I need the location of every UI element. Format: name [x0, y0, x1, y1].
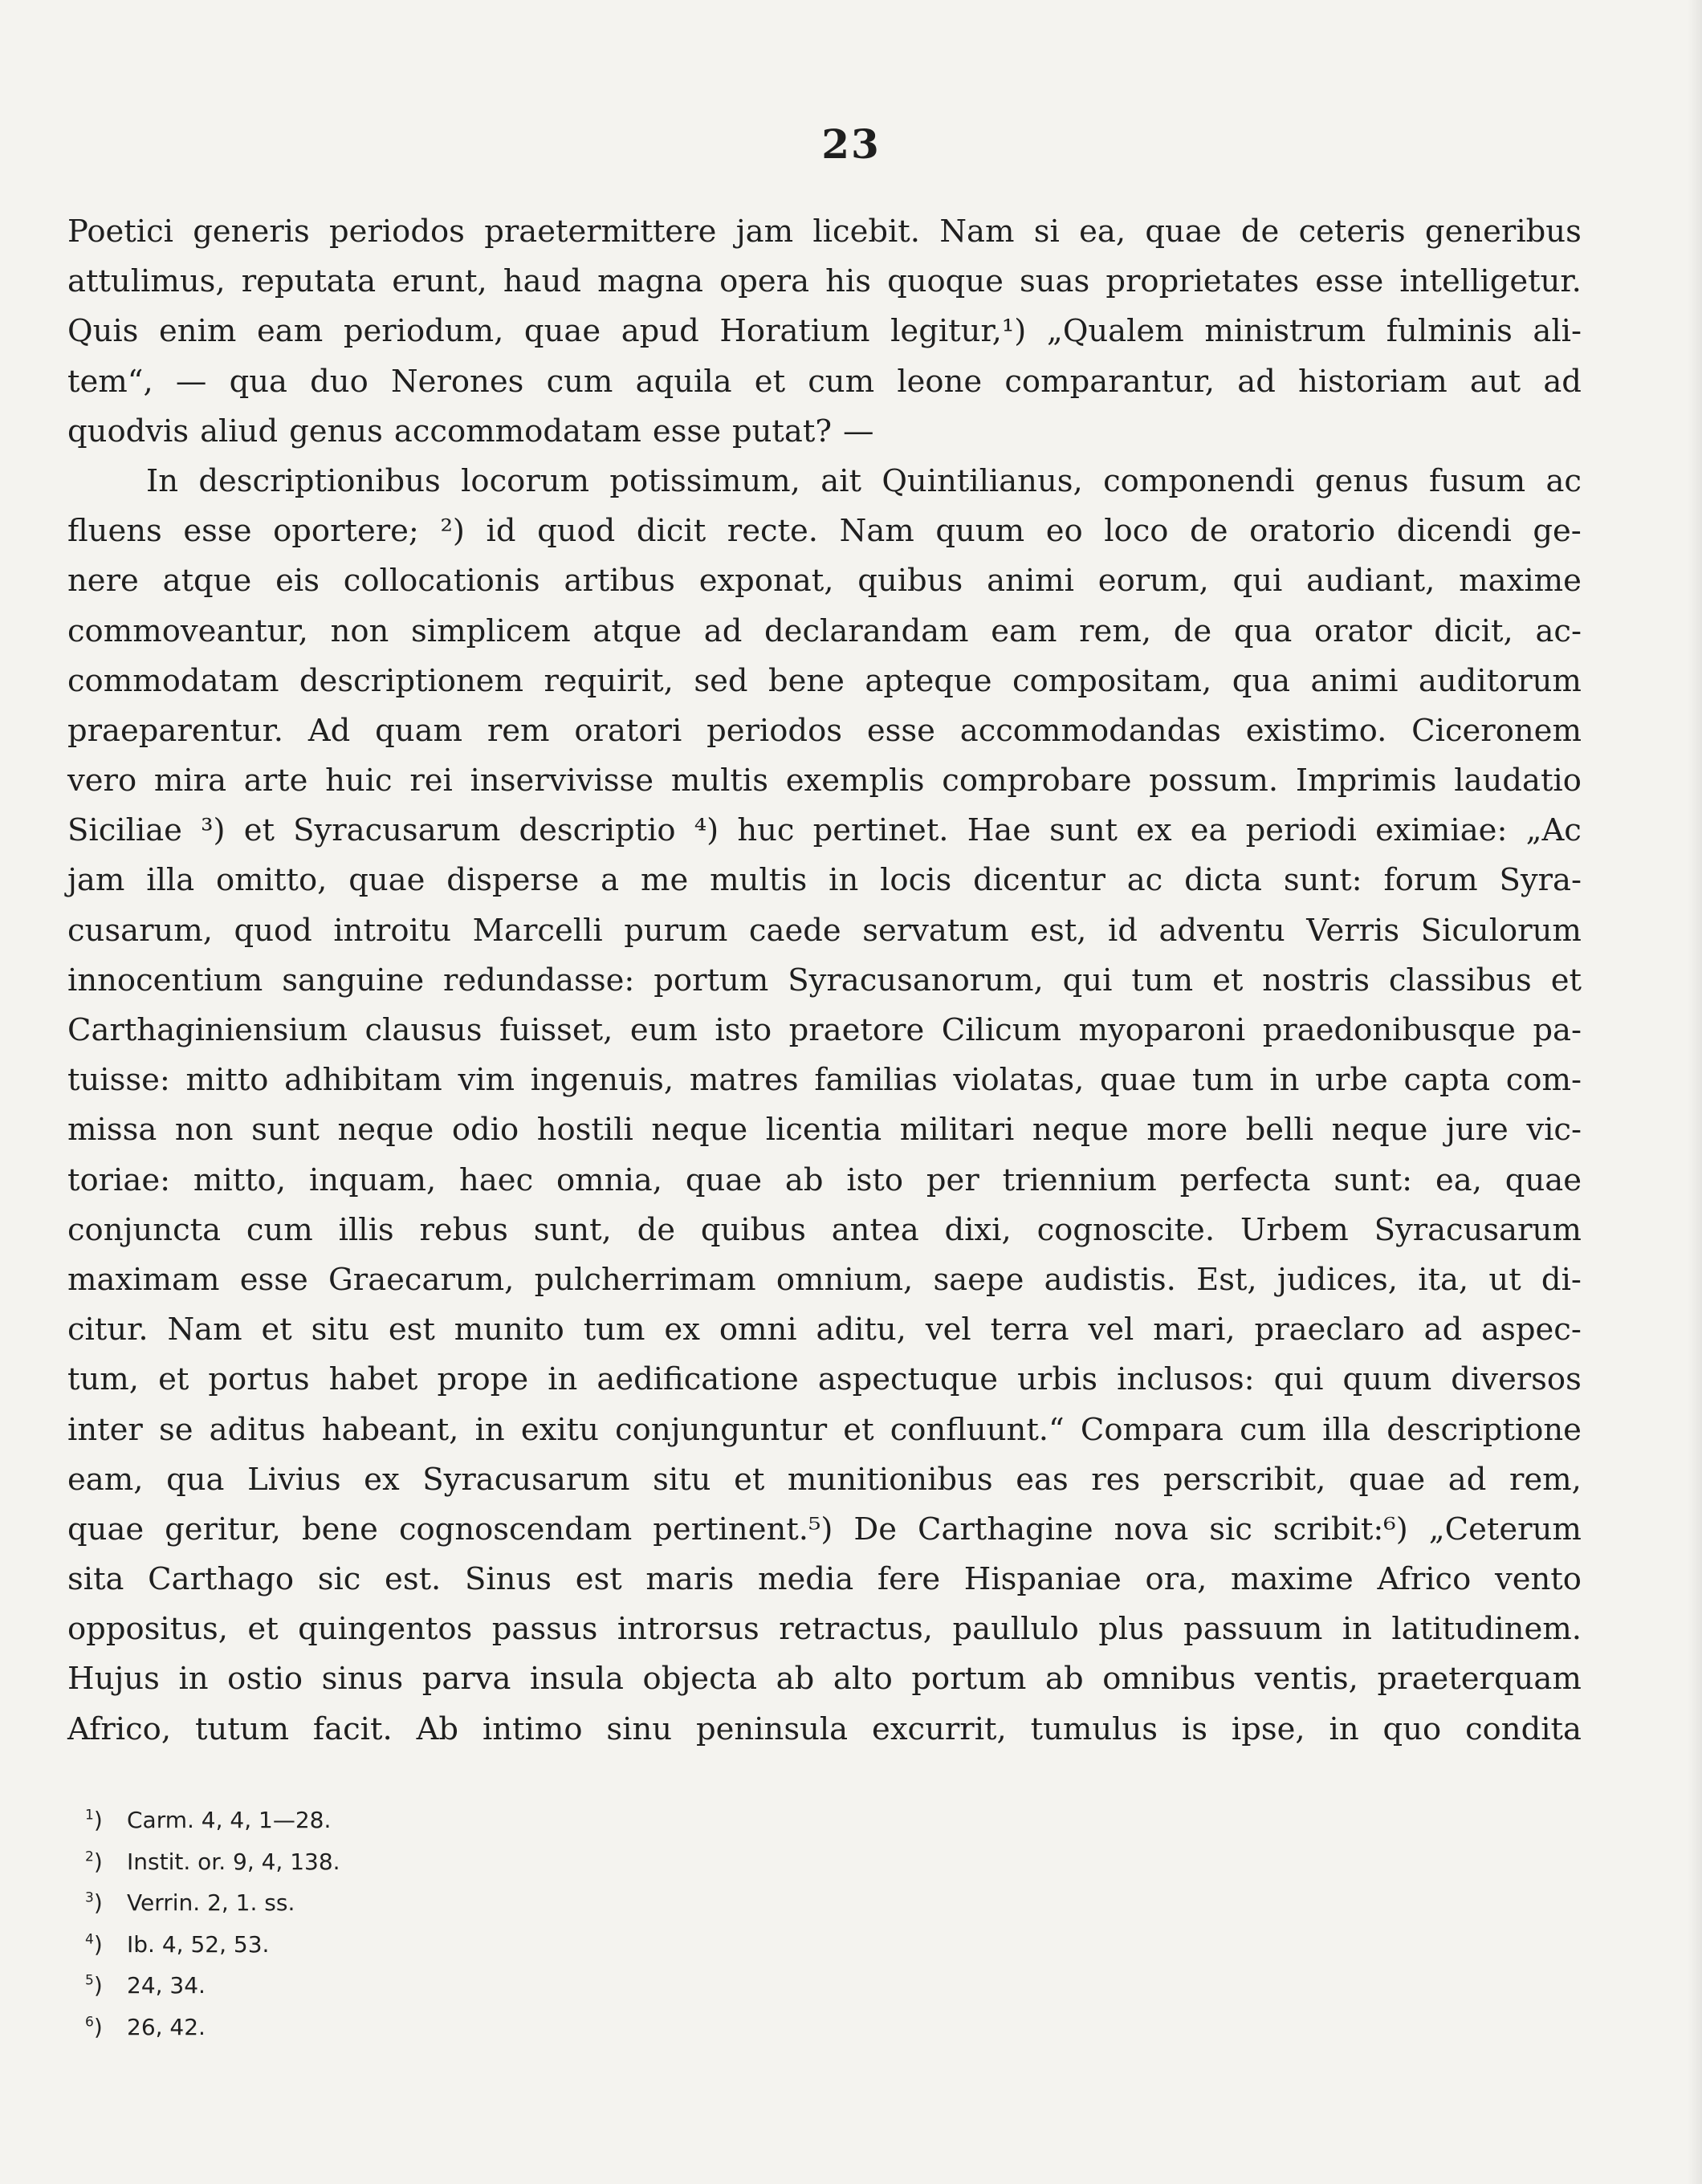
text-line: Africo, tutum facit. Ab intimo sinu peninsula excurrit, tumulus is ipse, in quo condita — [67, 1710, 1582, 1747]
footnote-marker: $^6$) — [85, 2013, 103, 2040]
footnote-text: Ib. 4, 52, 53. — [127, 1930, 270, 1958]
text-line: Hujus in ostio sinus parva insula objecta ab alto portum ab omnibus ventis, praeterquam — [67, 1661, 1582, 1698]
footnote-marker: $^3$) — [85, 1889, 103, 1916]
text-line: quodvis aliud genus accommodatam esse putat? — — [67, 413, 874, 449]
text-line: cusarum, quod introitu Marcelli purum caede servatum est, id adventu Verris Siculorum — [67, 912, 1582, 949]
footnote-marker: $^4$) — [85, 1930, 103, 1958]
footnotes — [85, 1800, 808, 2048]
footnote-text: Instit. or. 9, 4, 138. — [127, 1848, 340, 1875]
text-line: eam, qua Livius ex Syracusarum situ et munitionibus eas res perscribit, quae ad rem, — [67, 1461, 1582, 1498]
text-line: tum, et portus habet prope in aedificatione aspectuque urbis inclusos: qui quum diversos — [67, 1361, 1582, 1398]
text-line: citur. Nam et situ est munito tum ex omni aditu, vel terra vel mari, praeclaro ad aspec- — [67, 1312, 1582, 1348]
text-line: Poetici generis periodos praetermittere jam licebit. Nam si ea, quae de ceteris generibus — [67, 214, 1582, 250]
page-number: 23 — [821, 120, 881, 168]
text-line: Carthaginiensium clausus fuisset, eum isto praetore Cilicum myoparoni praedonibusque pa- — [67, 1012, 1582, 1048]
text-line: Quis enim eam periodum, quae apud Horatium legitur,¹) „Qualem ministrum fulminis ali- — [67, 313, 1582, 350]
footnote — [85, 1800, 808, 1841]
footnote — [85, 1924, 808, 1966]
body-text — [67, 207, 1582, 1755]
text-line: sita Carthago sic est. Sinus est maris media fere Hispaniae ora, maxime Africo vento — [67, 1561, 1582, 1598]
text-line: quae geritur, bene cognoscendam pertinent.⁵) De Carthagine nova sic scribit:⁶) „Ceterum — [67, 1511, 1582, 1548]
text-line: toriae: mitto, inquam, haec omnia, quae ab isto per triennium perfecta sunt: ea, quae — [67, 1161, 1582, 1198]
text-line: In descriptionibus locorum potissimum, ait Quintilianus, componendi genus fusum ac — [146, 462, 1582, 499]
footnote-marker: $^5$) — [85, 1972, 103, 1999]
footnote-marker: $^1$) — [85, 1807, 103, 1833]
page-edge-shadow — [1688, 0, 1702, 2184]
text-line: tuisse: mitto adhibitam vim ingenuis, matres familias violatas, quae tum in urbe capta com- — [67, 1062, 1582, 1099]
footnote-text: 26, 42. — [127, 2013, 206, 2040]
text-line: commoveantur, non simplicem atque ad declarandam eam rem, de qua orator dicit, ac- — [67, 612, 1582, 649]
text-line: commodatam descriptionem requirit, sed bene apteque compositam, qua animi auditorum — [67, 662, 1582, 699]
footnote-marker: $^2$) — [85, 1848, 103, 1875]
footnote — [85, 1882, 808, 1924]
text-line: praeparentur. Ad quam rem oratori periodos esse accommodandas existimo. Ciceronem — [67, 712, 1582, 749]
text-line: Siciliae ³) et Syracusarum descriptio ⁴) huc pertinet. Hae sunt ex ea periodi eximiae: „Ac — [67, 812, 1582, 849]
footnote — [85, 1965, 808, 2007]
footnote-text: Carm. 4, 4, 1—28. — [127, 1807, 332, 1833]
footnote — [85, 1841, 808, 1883]
footnote — [85, 2007, 808, 2048]
footnote-text: Verrin. 2, 1. ss. — [127, 1889, 295, 1916]
text-line: maximam esse Graecarum, pulcherrimam omnium, saepe audistis. Est, judices, ita, ut di- — [67, 1261, 1582, 1298]
text-line: jam illa omitto, quae disperse a me multis in locis dicentur ac dicta sunt: forum Syra- — [67, 862, 1582, 899]
text-line: oppositus, et quingentos passus introrsus retractus, paullulo plus passuum in latitudinem. — [67, 1611, 1582, 1648]
text-line: inter se aditus habeant, in exitu conjunguntur et confluunt.“ Compara cum illa descriptione — [67, 1411, 1582, 1448]
text-line: innocentium sanguine redundasse: portum Syracusanorum, qui tum et nostris classibus et — [67, 962, 1582, 998]
footnote-text: 24, 34. — [127, 1972, 206, 1999]
text-line: tem“, — qua duo Nerones cum aquila et cum leone comparantur, ad historiam aut ad — [67, 363, 1582, 400]
text-line: nere atque eis collocationis artibus exponat, quibus animi eorum, qui audiant, maxime — [67, 563, 1582, 600]
text-line: attulimus, reputata erunt, haud magna opera his quoque suas proprietates esse intelligetur. — [67, 263, 1582, 300]
text-line: fluens esse oportere; ²) id quod dicit recte. Nam quum eo loco de oratorio dicendi ge- — [67, 513, 1582, 550]
text-line: vero mira arte huic rei inservivisse multis exemplis comprobare possum. Imprimis laudatio — [67, 763, 1582, 799]
text-line: conjuncta cum illis rebus sunt, de quibus antea dixi, cognoscite. Urbem Syracusarum — [67, 1211, 1582, 1248]
text-line: missa non sunt neque odio hostili neque licentia militari neque more belli neque jure vic- — [67, 1112, 1582, 1149]
